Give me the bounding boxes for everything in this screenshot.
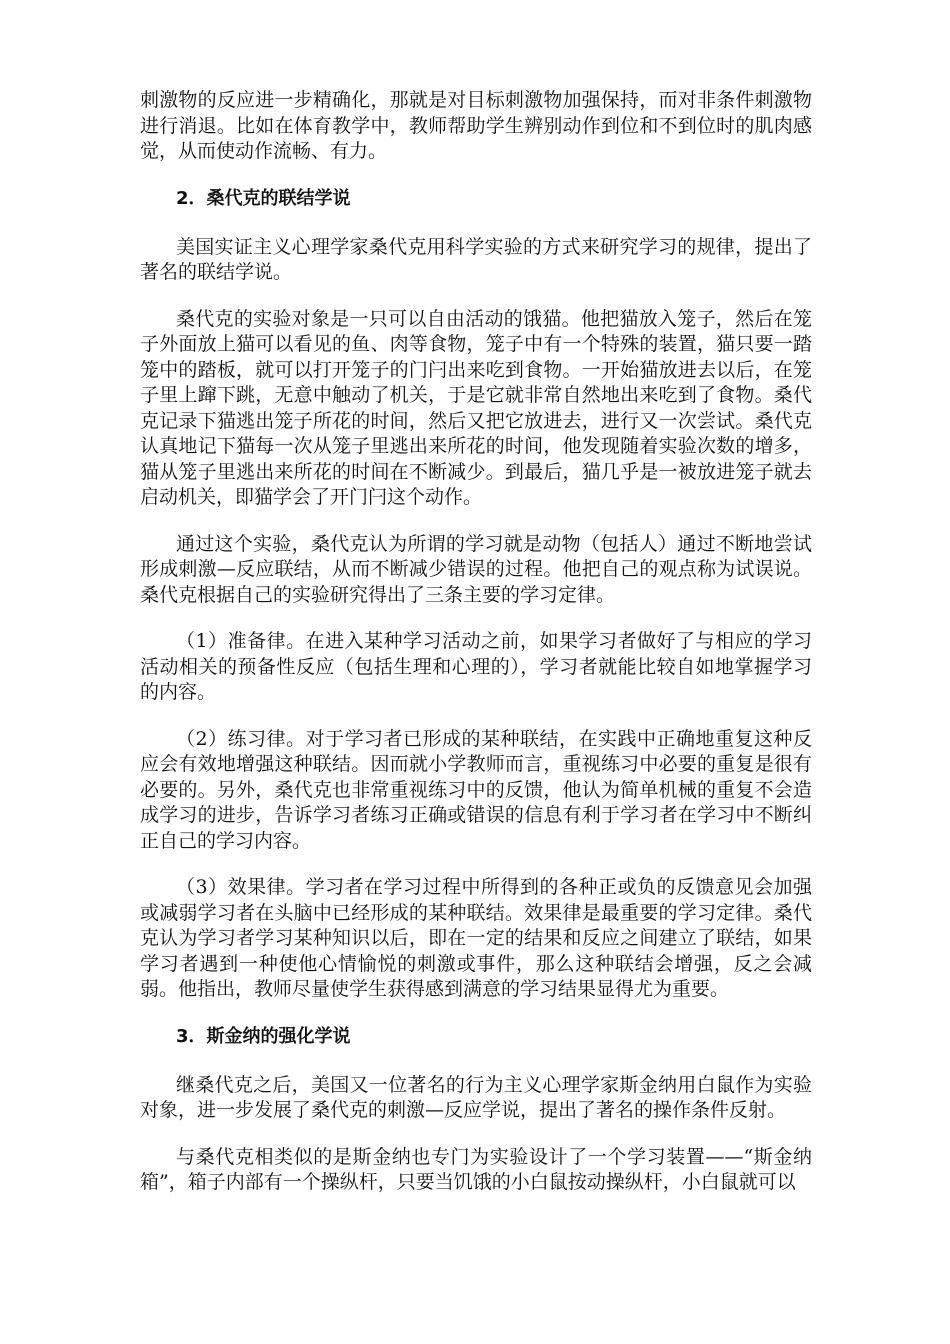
section-heading-skinner: 3．斯金纳的强化学说 xyxy=(176,1025,351,1047)
paragraph-trial-and-error: 通过这个实验，桑代克认为所谓的学习就是动物（包括人）通过不断地尝试形成刺激—反应联结，从而不断减少错误的过程。他把自己的观点称为试误说。桑代克根据自己的实验研究得出了三条主要的学习定律。 xyxy=(140,532,812,606)
paragraph-law-of-readiness: （1）准备律。在进入某种学习活动之前，如果学习者做好了与相应的学习活动相关的预备性反应（包括生理和心理的），学习者就能比较自如地掌握学习的内容。 xyxy=(140,630,812,703)
document-page xyxy=(140,88,812,1217)
paragraph-continuation: 刺激物的反应进一步精确化，那就是对目标刺激物加强保持，而对非条件刺激物进行消退。比如在体育教学中，教师帮助学生辨别动作到位和不到位时的肌肉感觉，从而使动作流畅、有力。 xyxy=(140,89,812,162)
paragraph-law-of-exercise: （2）练习律。对于学习者已形成的某种联结，在实践中正确地重复这种反应会有效地增强这种联结。因而就小学教师而言，重视练习中必要的重复是很有必要的。另外，桑代克也非常重视练习中的反馈，他认为简单机械的重复不会造成学习的进步，告诉学习者练习正确或错误的信息有利于学习者在学习中不断纠正自己的学习内容。 xyxy=(140,727,812,852)
paragraph-skinner-intro: 继桑代克之后，美国又一位著名的行为主义心理学家斯金纳用白鼠作为实验对象，进一步发展了桑代克的刺激—反应学说，提出了著名的操作条件反射。 xyxy=(140,1073,812,1121)
paragraph-law-of-effect: （3）效果律。学习者在学习过程中所得到的各种正或负的反馈意见会加强或减弱学习者在头脑中已经形成的某种联结。效果律是最重要的学习定律。桑代克认为学习者学习某种知识以后，即在一定的结果和反应之间建立了联结，如果学习者遇到一种使他心情愉悦的刺激或事件，那么这种联结会增强，反之会减弱。他指出，教师尽量使学生获得感到满意的学习结果显得尤为重要。 xyxy=(140,876,812,1000)
paragraph-cat-experiment: 桑代克的实验对象是一只可以自由活动的饿猫。他把猫放入笼子，然后在笼子外面放上猫可以看见的鱼、肉等食物，笼子中有一个特殊的装置，猫只要一踏笼中的踏板，就可以打开笼子的门闩出来吃到食物。一开始猫放进去以后，在笼子里上蹿下跳，无意中触动了机关，于是它就非常自然地出来吃到了食物。桑代克记录下猫逃出笼子所花的时间，然后又把它放进去，进行又一次尝试。桑代克认真地记下猫每一次从笼子里逃出来所花的时间，他发现随着实验次数的增多，猫从笼子里逃出来所花的时间在不断减少。到最后，猫几乎是一被放进笼子就去启动机关，即猫学会了开门闩这个动作。 xyxy=(140,307,812,508)
section-heading-thorndike: 2．桑代克的联结学说 xyxy=(176,187,351,209)
paragraph-skinner-box: 与桑代克相类似的是斯金纳也专门为实验设计了一个学习装置——“斯金纳箱”，箱子内部有一个操纵杆，只要当饥饿的小白鼠按动操纵杆，小白鼠就可以 xyxy=(140,1145,812,1193)
paragraph-thorndike-intro: 美国实证主义心理学家桑代克用科学实验的方式来研究学习的规律，提出了著名的联结学说。 xyxy=(140,235,812,283)
